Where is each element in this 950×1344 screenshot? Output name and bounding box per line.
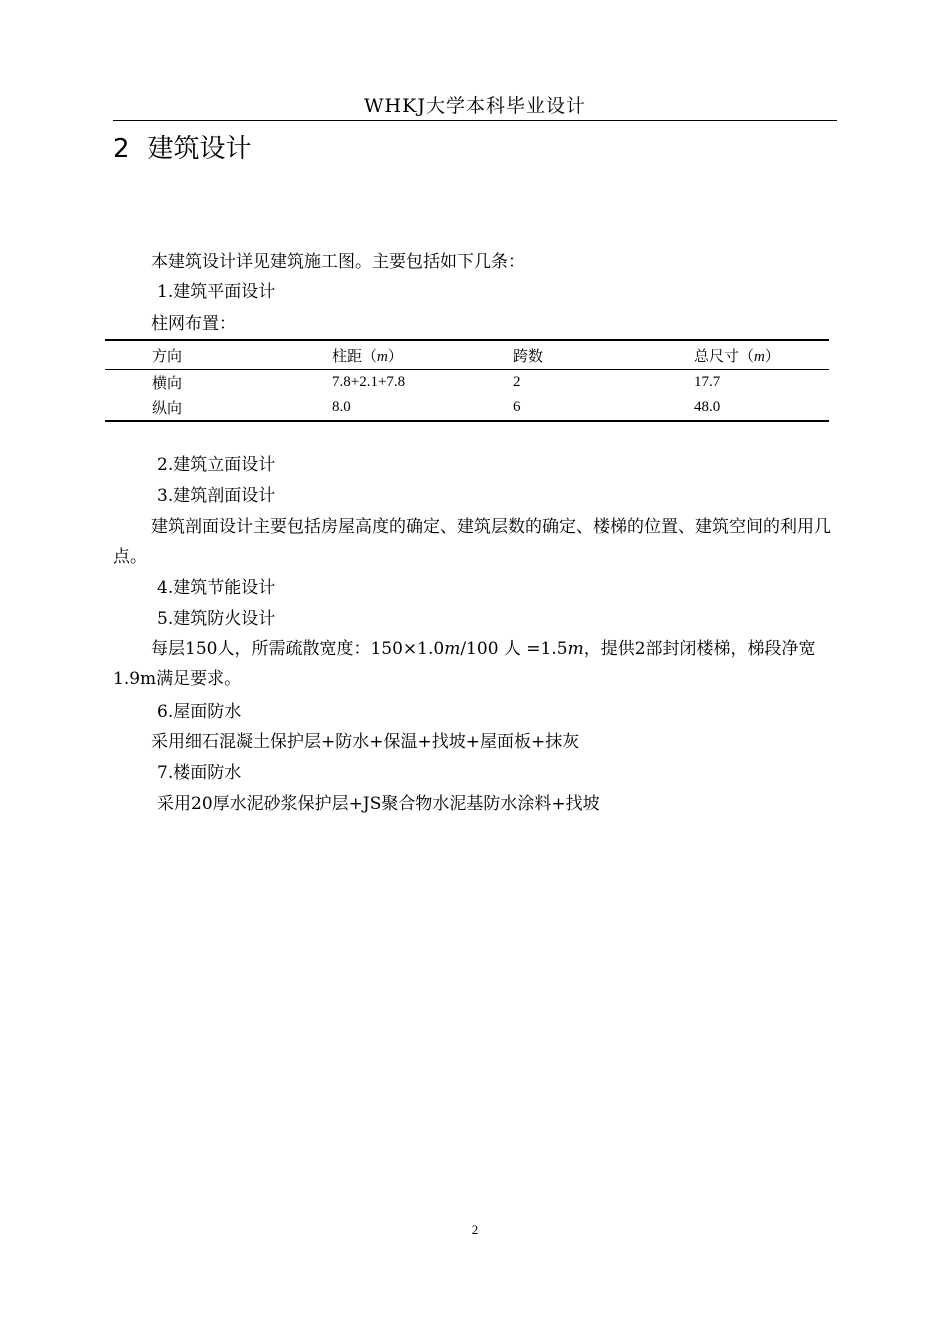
table-row: [105, 370, 829, 396]
section-6-body: 采用细石混凝土保护层+防水+保温+找坡+屋面板+抹灰: [151, 732, 580, 752]
header-total-size: 总尺寸（m）: [694, 348, 780, 365]
grid-label: 柱网布置：: [151, 314, 236, 334]
cell-span-count: 2: [513, 374, 521, 390]
section-3-body: 建筑剖面设计主要包括房屋高度的确定、建筑层数的确定、楼梯的位置、建筑空间的利用几点。: [113, 517, 831, 567]
cell-direction: 纵向: [152, 401, 183, 417]
cell-total-size: 17.7: [694, 374, 721, 390]
cell-direction: 横向: [152, 376, 183, 392]
intro-paragraph: 本建筑设计详见建筑施工图。主要包括如下几条：: [151, 252, 525, 272]
column-grid-table: [105, 339, 829, 422]
cell-spacing: 7.8+2.1+7.8: [332, 374, 406, 390]
header-span-count: 跨数: [513, 348, 544, 365]
header-spacing: 柱距（m）: [332, 348, 403, 365]
cell-spacing: 8.0: [332, 399, 351, 415]
chapter-title: [113, 131, 252, 167]
section-7-heading: 7.楼面防水: [157, 763, 242, 783]
section-6-heading: 6.屋面防水: [157, 702, 242, 722]
header-direction: 方向: [152, 348, 183, 365]
section-7-body: 采用20厚水泥砂浆保护层+JS聚合物水泥基防水涂料+找坡: [157, 794, 600, 814]
chapter-number: 2: [113, 134, 130, 164]
section-3-heading: 3.建筑剖面设计: [157, 486, 276, 506]
table-header-row: [105, 340, 829, 370]
section-4-heading: 4.建筑节能设计: [157, 578, 276, 598]
section-5-body: 每层150人，所需疏散宽度：150×1.0m/100 人 =1.5m，提供2部封闭楼梯，梯段净宽1.9m满足要求。: [113, 639, 816, 689]
chapter-title-text: 建筑设计: [147, 134, 252, 164]
table-row: [105, 395, 829, 421]
page-number: 2: [471, 1222, 479, 1237]
cell-span-count: 6: [513, 399, 521, 415]
cell-total-size: 48.0: [694, 399, 721, 415]
section-1-heading: 1.建筑平面设计: [157, 282, 276, 302]
section-2-heading: 2.建筑立面设计: [157, 455, 276, 475]
section-5-heading: 5.建筑防火设计: [157, 609, 276, 629]
page-header: WHKJ大学本科毕业设计: [113, 94, 837, 121]
